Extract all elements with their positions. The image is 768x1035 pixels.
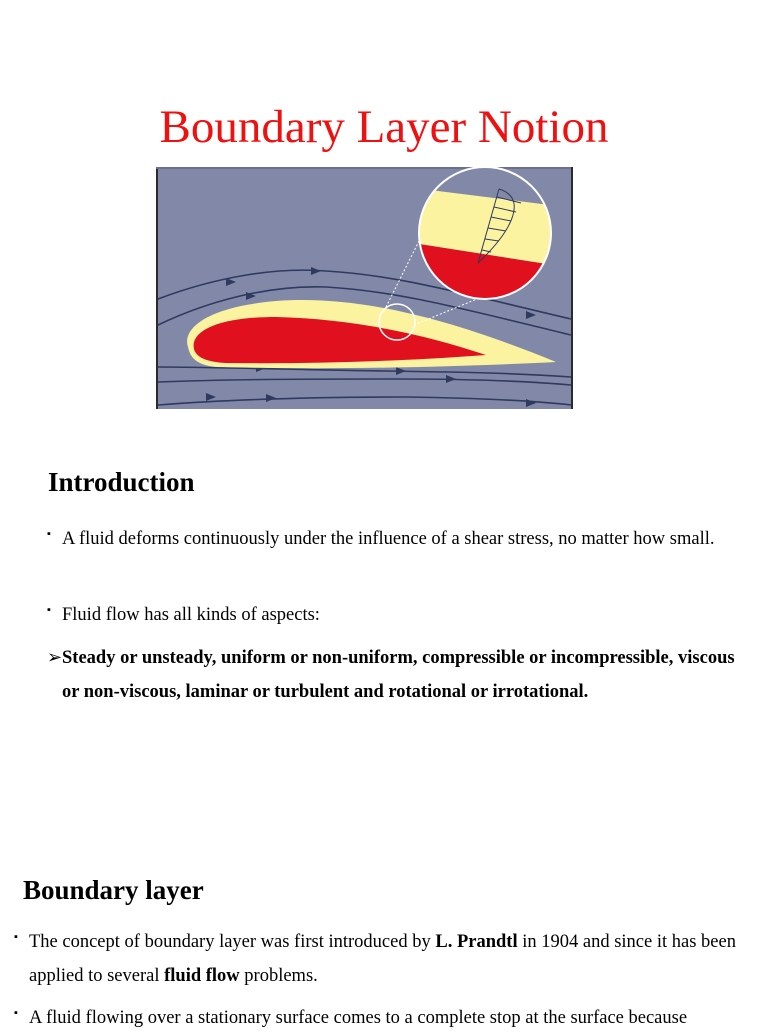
intro-paragraph-1: A fluid deforms continuously under the influence of a shear stress, no matter how small. <box>62 529 715 549</box>
bullet-icon: ▪ <box>47 528 51 540</box>
airfoil-boundary-layer-icon <box>156 167 573 409</box>
arrow-bullet-icon: ➢ <box>47 647 63 667</box>
fluid-flow-term: fluid flow <box>164 966 240 986</box>
boundary-paragraph-1: The concept of boundary layer was first introduced by L. Prandtl in 1904 and since it has been applied to several fluid flow problems. <box>29 932 736 986</box>
prandtl-name: L. Prandtl <box>435 932 518 952</box>
section-heading-introduction: Introduction <box>48 467 195 497</box>
boundary-paragraph-2: A fluid flowing over a stationary surface comes to a complete stop at the surface because <box>29 1008 688 1028</box>
section-heading-boundary-layer: Boundary layer <box>23 875 204 905</box>
airfoil-figure <box>156 167 573 409</box>
bullet-icon: ▪ <box>47 604 51 616</box>
bullet-icon: ▪ <box>14 1007 18 1019</box>
bullet-icon: ▪ <box>14 931 18 943</box>
intro-paragraph-3: Steady or unsteady, uniform or non-uniform, compressible or incompressible, viscous or non-viscous, laminar or turbulent and rotational or irrotational. <box>62 648 735 702</box>
intro-paragraph-2: Fluid flow has all kinds of aspects: <box>62 605 320 625</box>
page-title: Boundary Layer Notion <box>159 101 609 153</box>
